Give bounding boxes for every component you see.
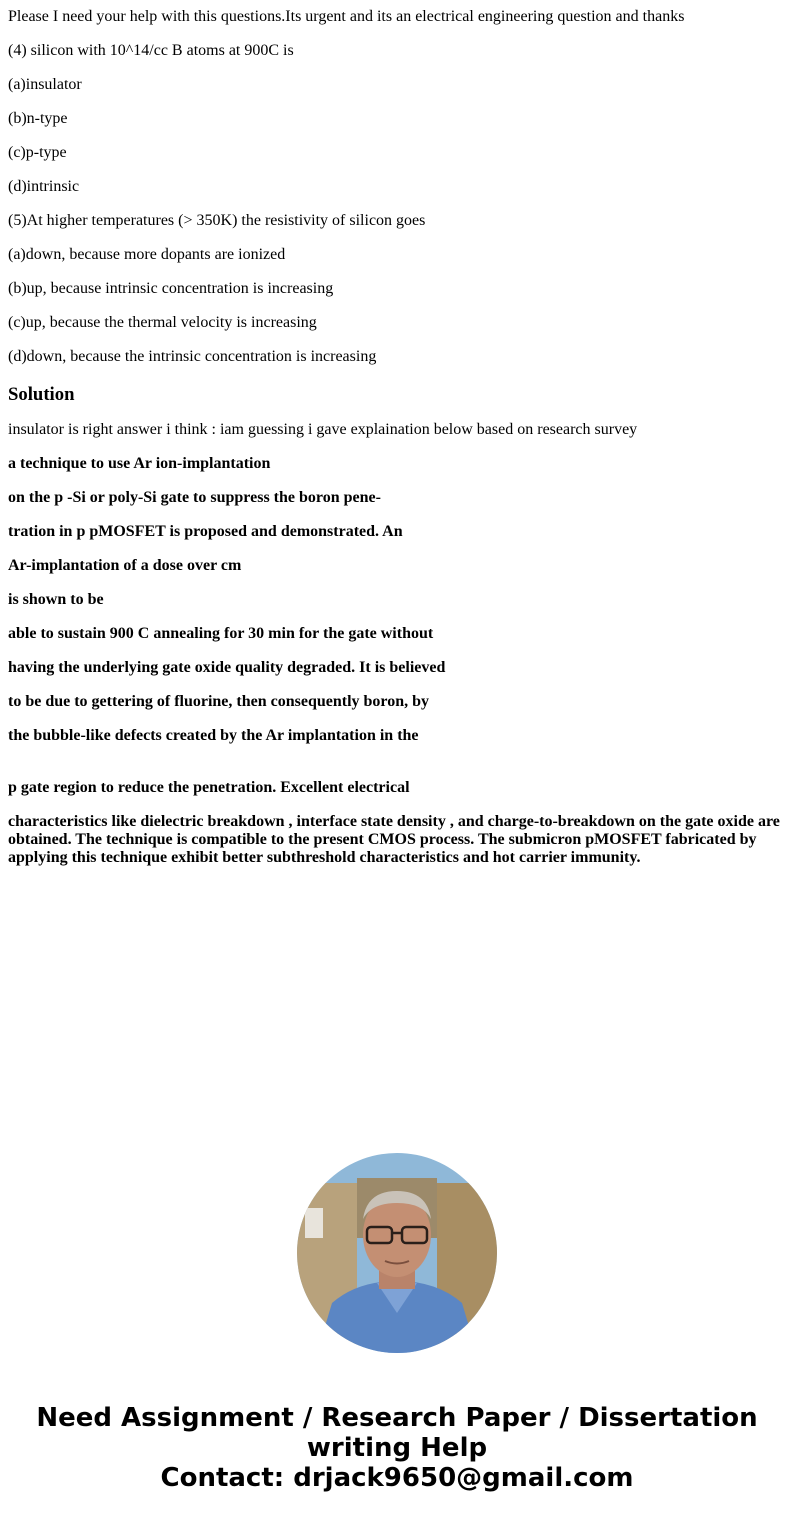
solution-line: on the p -Si or poly-Si gate to suppress the boron pene- [8,489,381,506]
solution-line: to be due to gettering of fluorine, then consequently boron, by [8,693,430,710]
solution-line: having the underlying gate oxide quality degraded. It is believed [8,659,446,676]
q5-option-c: (c)up, because the thermal velocity is increasing [8,314,317,331]
q5-prompt: (5)At higher temperatures (> 350K) the resistivity of silicon goes [8,212,426,229]
q5-option-d: (d)down, because the intrinsic concentration is increasing [8,348,377,365]
question-intro: Please I need your help with this questions.Its urgent and its an electrical engineering question and thanks [8,8,685,25]
q5-option-b: (b)up, because intrinsic concentration is increasing [8,280,334,297]
solution-intro: insulator is right answer i think : iam guessing i gave explaination below based on research survey [8,421,638,438]
q4-option-c: (c)p-type [8,144,67,161]
footer-line: writing Help [306,1433,488,1463]
footer-contact-email: Contact: drjack9650@gmail.com [160,1463,634,1493]
q5-option-a: (a)down, because more dopants are ionized [8,246,286,263]
document-body [8,0,786,867]
solution-line: tration in p pMOSFET is proposed and demonstrated. An [8,523,403,540]
solution-line: p gate region to reduce the penetration. Excellent electrical [8,779,410,796]
solution-line: Ar-implantation of a dose over cm [8,557,242,574]
q4-option-d: (d)intrinsic [8,178,80,195]
solution-line: the bubble-like defects created by the Ar implantation in the [8,727,419,744]
avatar [297,1153,497,1353]
avatar-photo [297,1153,497,1353]
q4-prompt: (4) silicon with 10^14/cc B atoms at 900C is [8,42,294,59]
q4-option-b: (b)n-type [8,110,68,127]
footer-line: Need Assignment / Research Paper / Dissertation [36,1403,758,1433]
solution-line: a technique to use Ar ion-implantation [8,455,271,472]
solution-line: is shown to be [8,591,104,608]
blank-line [8,761,786,779]
solution-line: able to sustain 900 C annealing for 30 min for the gate without [8,625,434,642]
solution-paragraph: characteristics like dielectric breakdown , interface state density , and charge-to-breakdown on the gate oxide are obtained. The technique is compatible to the present CMOS process. The submicron pMOSFET fabricated by applying this technique exhibit better subthreshold characteristics and hot carrier immunity. [8,813,780,866]
footer-contact [0,1403,794,1493]
solution-heading: Solution [8,384,75,405]
q4-option-a: (a)insulator [8,76,82,93]
